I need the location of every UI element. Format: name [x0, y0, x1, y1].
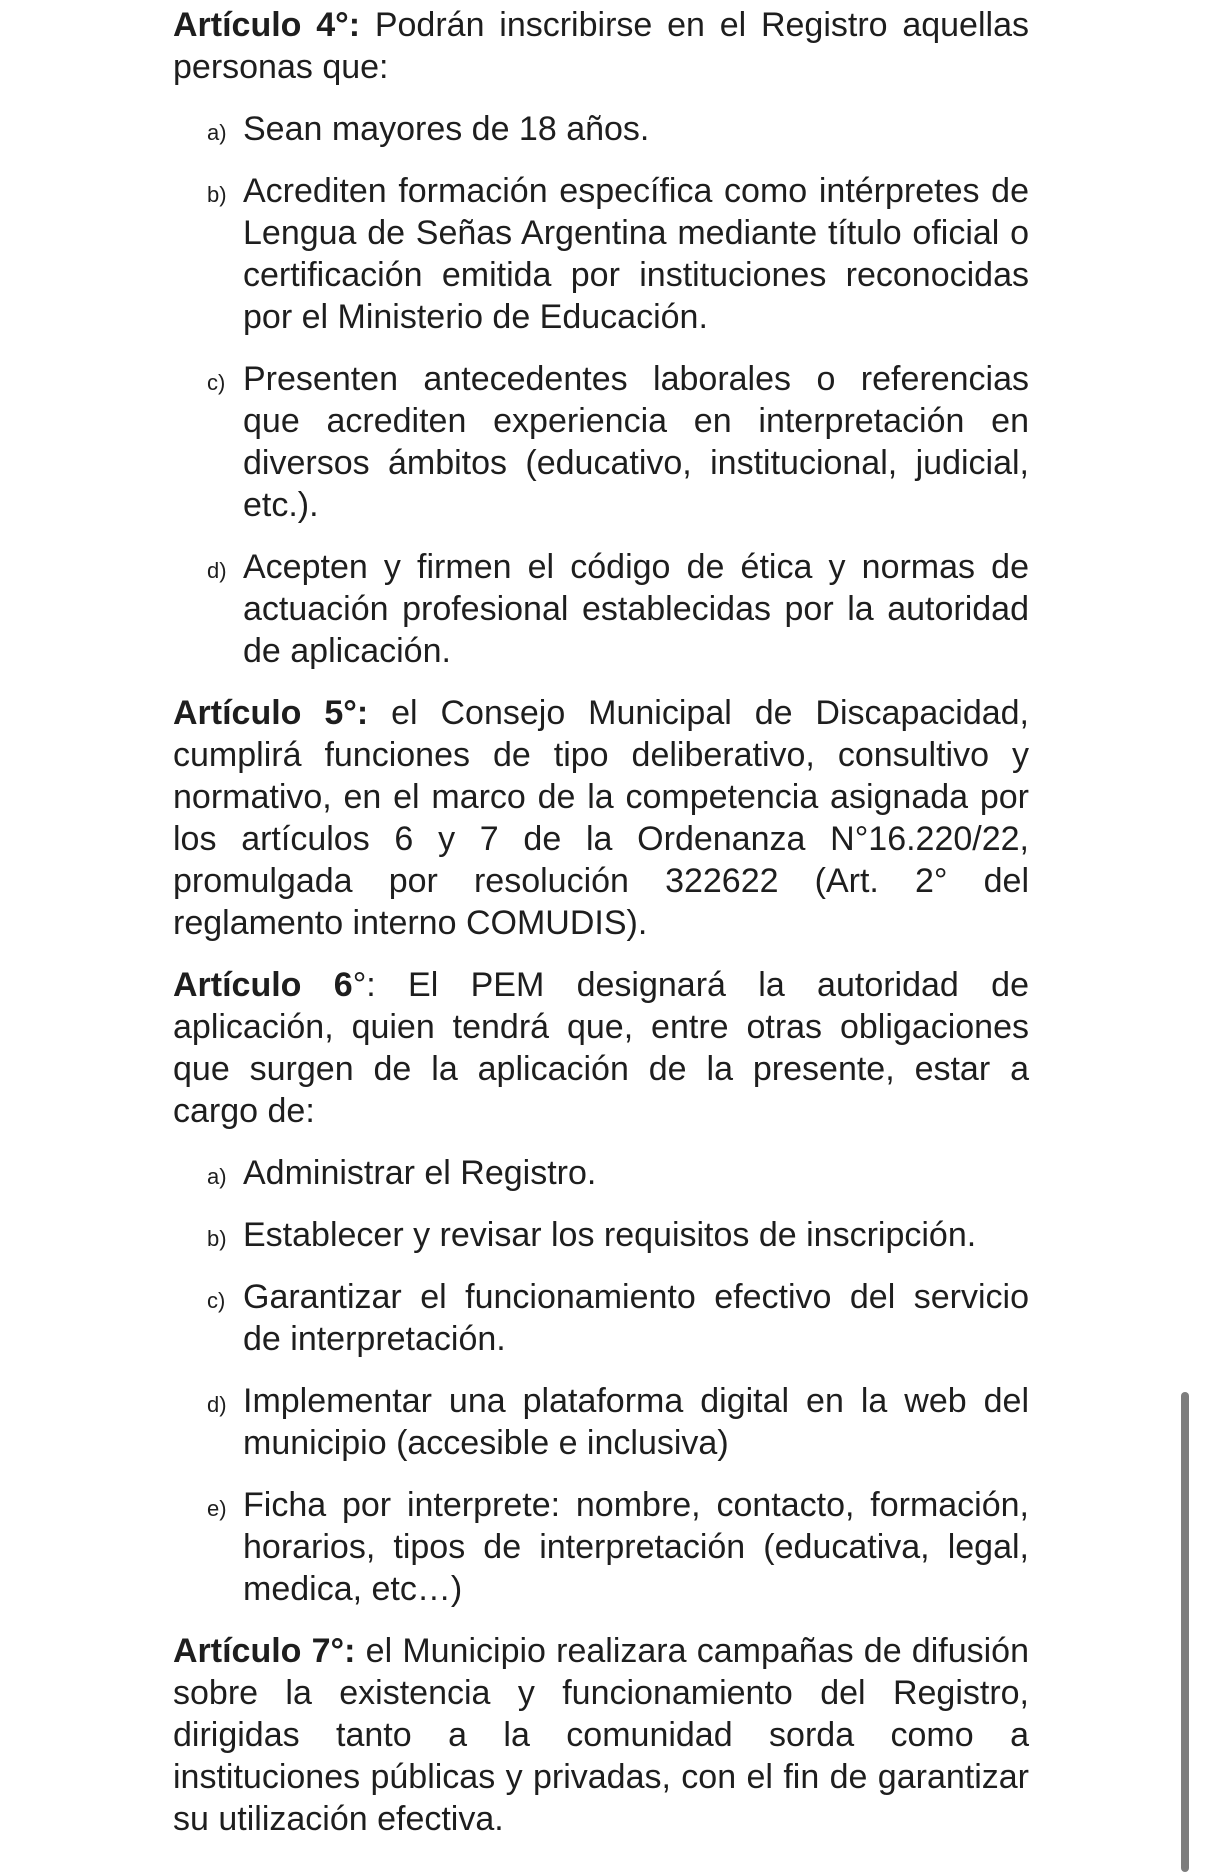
- item-text: Establecer y revisar los requisitos de inscripción.: [243, 1216, 977, 1254]
- item-marker: c): [207, 370, 226, 395]
- list-item: [173, 170, 1029, 338]
- list-item: [173, 108, 1029, 150]
- item-marker: b): [207, 182, 227, 207]
- list-item: [173, 1214, 1029, 1256]
- item-text: Implementar una plataforma digital en la web del municipio (accesible e inclusiva): [243, 1382, 1029, 1462]
- item-marker: c): [207, 1288, 226, 1313]
- item-marker: b): [207, 1226, 227, 1251]
- item-text: Administrar el Registro.: [243, 1154, 597, 1192]
- item-marker: d): [207, 1392, 227, 1417]
- list-item: [173, 1276, 1029, 1360]
- item-text: Garantizar el funcionamiento efectivo del servicio de interpretación.: [243, 1278, 1029, 1358]
- article-5-text: el Consejo Municipal de Discapacidad, cumplirá funciones de tipo deliberativo, consultivo y normativo, en el marco de la competencia asignada por los artículos 6 y 7 de la Ordenanza N°16.220/22, promulgada por resolución 322622 (Art. 2° del reglamento interno COMUDIS).: [173, 694, 1029, 942]
- article-4-text: Podrán inscribirse en el Registro aquellas personas que:: [173, 6, 1029, 86]
- list-item: [173, 546, 1029, 672]
- list-item: [173, 1380, 1029, 1464]
- item-text: Presenten antecedentes laborales o referencias que acrediten experiencia en interpretación en diversos ámbitos (educativo, institucional, judicial, etc.).: [243, 360, 1029, 524]
- article-4: [173, 4, 1029, 88]
- item-marker: a): [207, 1164, 227, 1189]
- item-text: Acrediten formación específica como intérpretes de Lengua de Señas Argentina mediante título oficial o certificación emitida por instituciones reconocidas por el Ministerio de Educación.: [243, 172, 1029, 336]
- article-4-label: Artículo 4°:: [173, 6, 361, 44]
- article-6: [173, 964, 1029, 1132]
- article-7-label: Artículo 7°:: [173, 1632, 356, 1670]
- list-item: [173, 1152, 1029, 1194]
- item-text: Sean mayores de 18 años.: [243, 110, 650, 148]
- article-6-label: Artículo 6: [173, 966, 353, 1004]
- document-page: [173, 0, 1029, 1860]
- item-marker: a): [207, 120, 227, 145]
- item-marker: e): [207, 1496, 227, 1521]
- article-5: [173, 692, 1029, 944]
- list-item: [173, 358, 1029, 526]
- article-7: [173, 1630, 1029, 1840]
- item-marker: d): [207, 558, 227, 583]
- vertical-scrollbar[interactable]: [1181, 1392, 1189, 1872]
- item-text: Acepten y firmen el código de ética y normas de actuación profesional establecidas por la autoridad de aplicación.: [243, 548, 1029, 670]
- list-item: [173, 1484, 1029, 1610]
- article-6-text: °: El PEM designará la autoridad de aplicación, quien tendrá que, entre otras obligaciones que surgen de la aplicación de la presente, estar a cargo de:: [173, 966, 1029, 1130]
- article-5-label: Artículo 5°:: [173, 694, 369, 732]
- article-7-text: el Municipio realizara campañas de difusión sobre la existencia y funcionamiento del Registro, dirigidas tanto a la comunidad sorda como a instituciones públicas y privadas, con el fin de garantizar su utilización efectiva.: [173, 1632, 1029, 1838]
- item-text: Ficha por interprete: nombre, contacto, formación, horarios, tipos de interpretación (educativa, legal, medica, etc…): [243, 1486, 1029, 1608]
